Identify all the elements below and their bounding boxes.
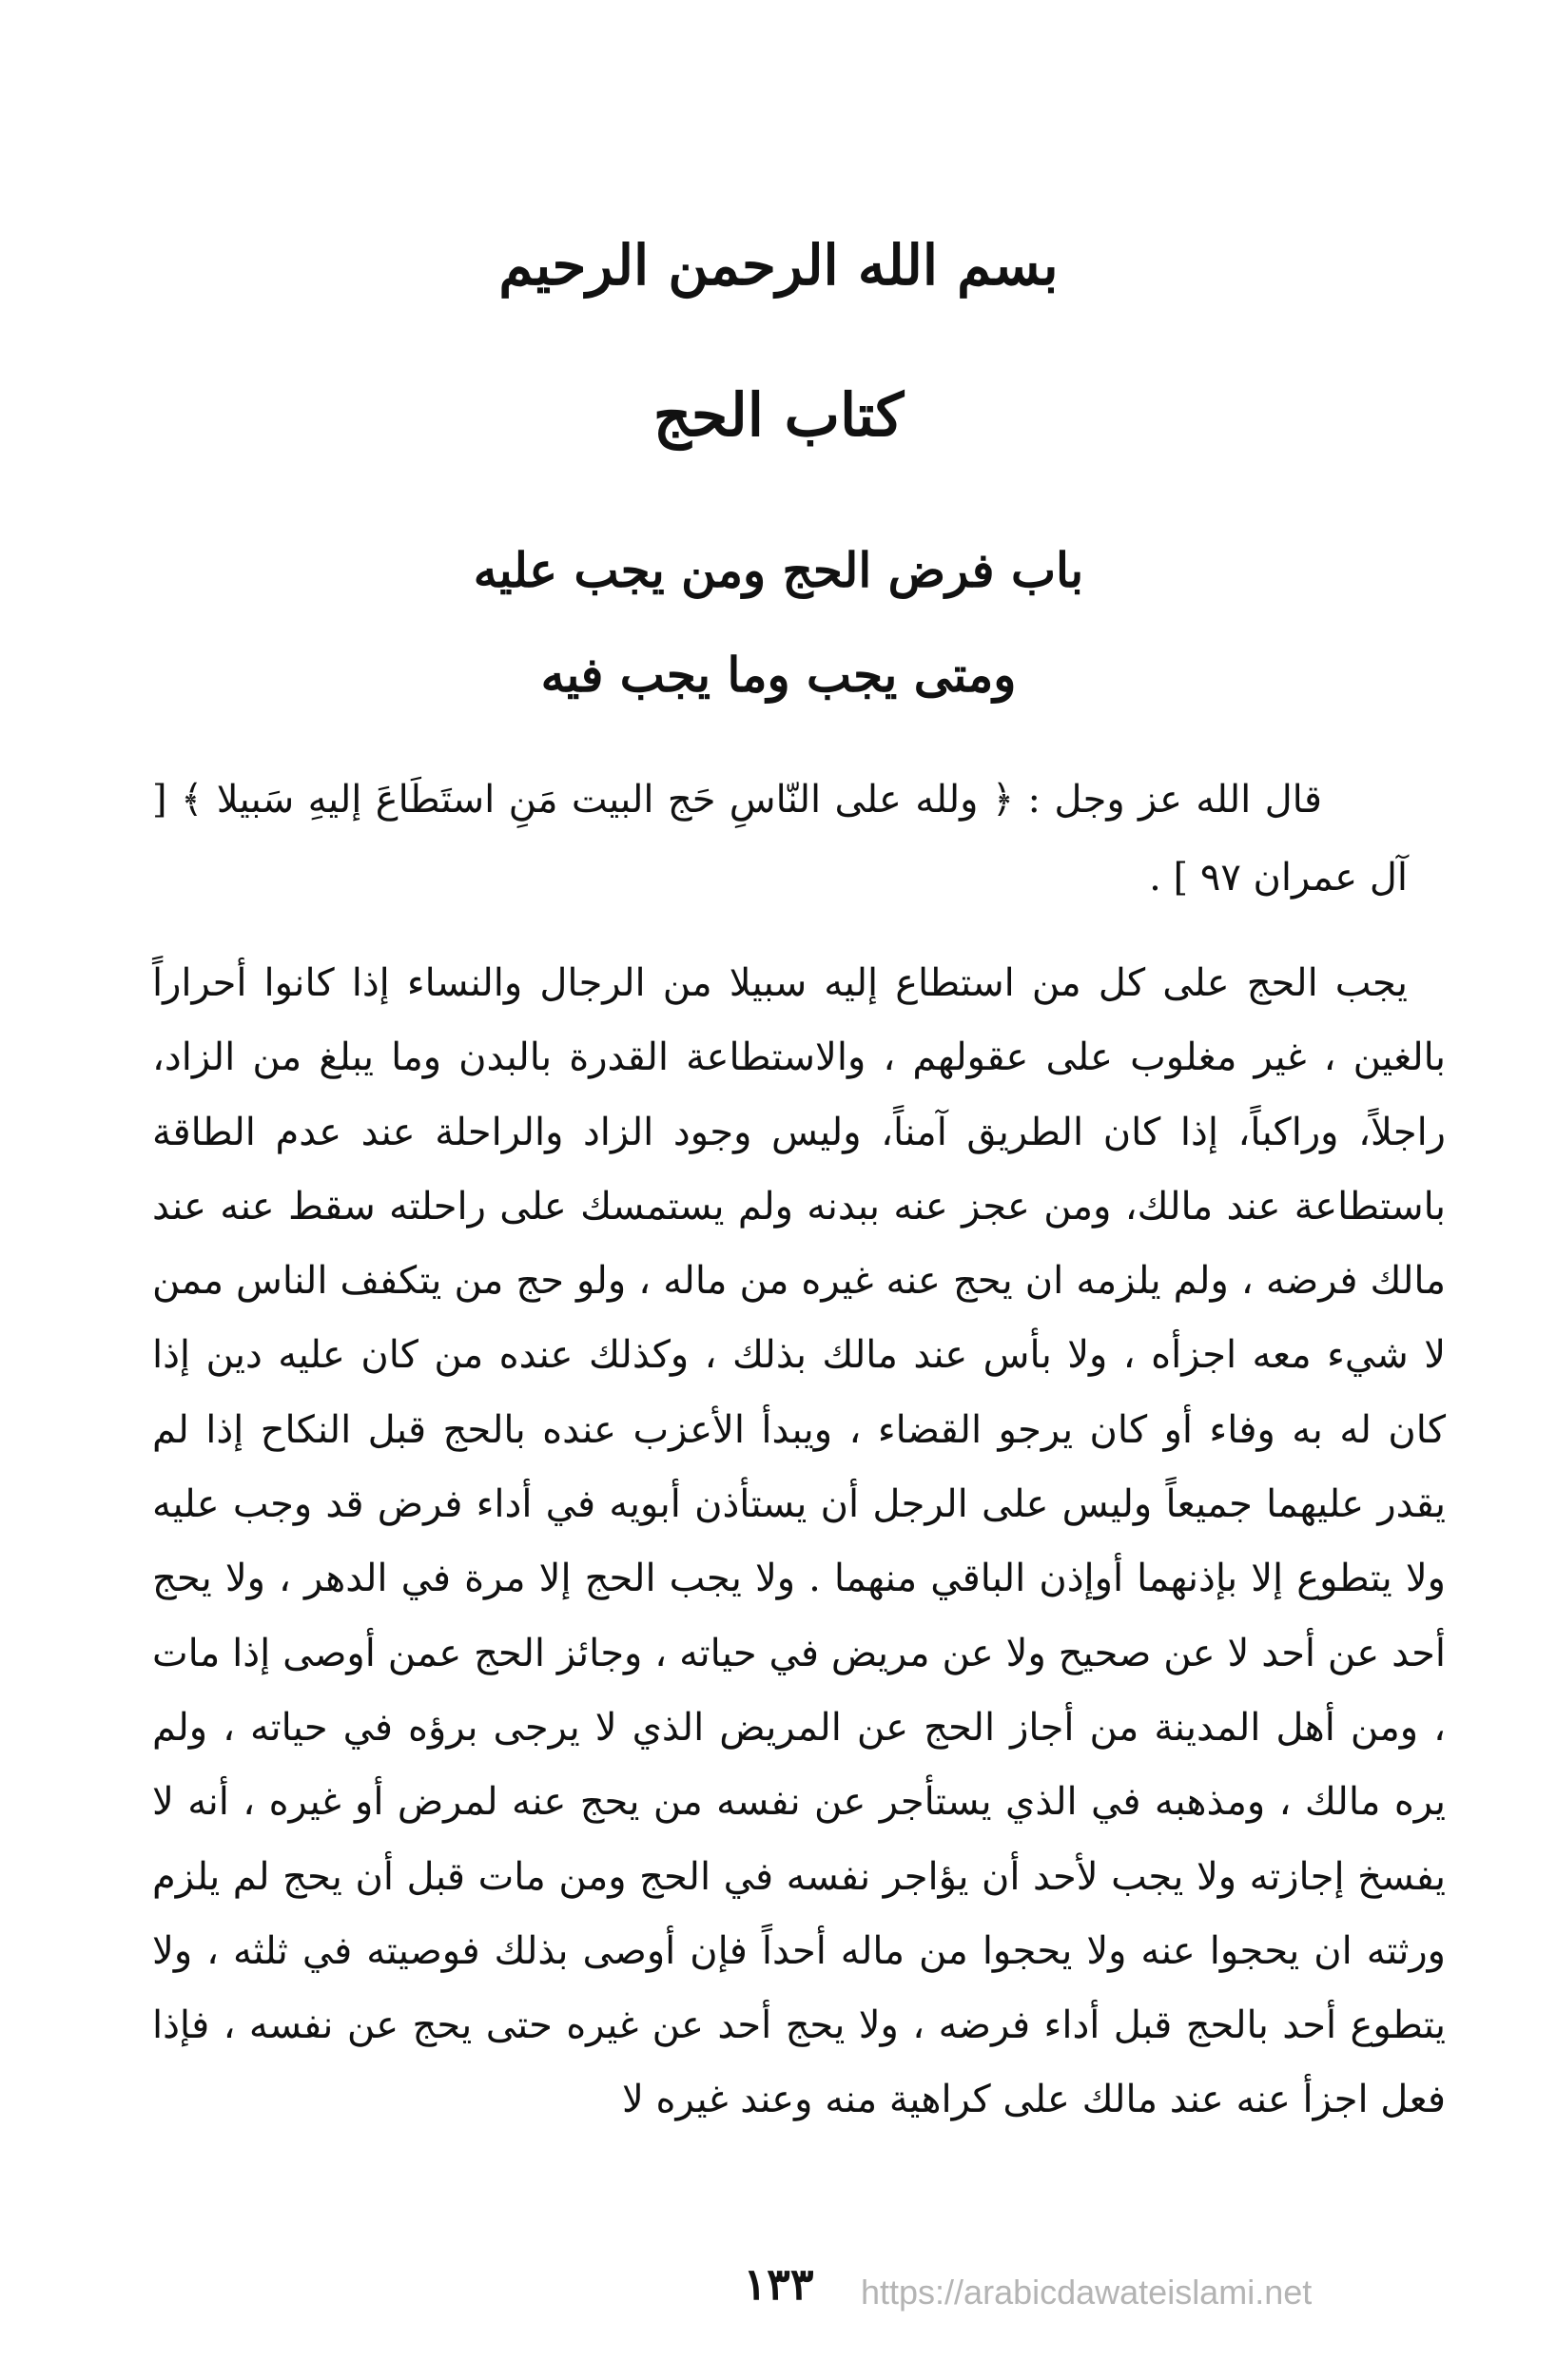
chapter-title-line-2: ومتى يجب وما يجب فيه: [540, 647, 1017, 703]
verse-text: قال الله عز وجل : ﴿ ولله على النّاسِ حَج البيت مَنِ استَطَاعَ إليهِ سَبيلا ﴾ [ آل عمران ٩٧ ] .: [152, 778, 1408, 900]
chapter-title-line-1: باب فرض الحج ومن يجب عليه: [473, 542, 1084, 598]
website-watermark: https://arabicdawateislami.net: [861, 2273, 1313, 2312]
quran-verse-paragraph: [152, 761, 1408, 917]
book-title: كتاب الحج: [652, 380, 905, 450]
body-text: يجب الحج على كل من استطاع إليه سبيلا من الرجال والنساء إذا كانوا أحراراً بالغين ، غير مغلوب على عقولهم ، والاستطاعة القدرة بالبدن وما يبلغ من الزاد، راجلاً، وراكباً، إذا كان الطريق آمناً، وليس وجود الزاد والراحلة عند عدم الطاقة باستطاعة عند مالك، ومن عجز عنه ببدنه ولم يستمسك على راحلته سقط عنه عند مالك فرضه ، ولم يلزمه ان يحج عنه غيره من ماله ، ولو حج من يتكفف الناس ممن لا شيء معه اجزأه ، ولا بأس عند مالك بذلك ، وكذلك عنده من كان عليه دين إذا كان له به وفاء أو كان يرجو القضاء ، ويبدأ الأعزب عنده بالحج قبل النكاح إذا لم يقدر عليهما جميعاً وليس على الرجل أن يستأذن أبويه في أداء فرض قد وجب عليه ولا يتطوع إلا بإذنهما أوإذن الباقي منهما . ولا يجب الحج إلا مرة في الدهر ، ولا يحج أحد عن أحد لا عن صحيح ولا عن مريض في حياته ، وجائز الحج عمن أوصى إذا مات ، ومن أهل المدينة من أجاز الحج عن المريض الذي لا يرجى برؤه في حياته ، ولم يره مالك ، ومذهبه في الذي يستأجر عن نفسه من يحج عنه لمرض أو غيره ، أنه لا يفسخ إجازته ولا يجب لأحد أن يؤاجر نفسه في الحج ومن مات قبل أن يحج لم يلزم ورثته ان يحجوا عنه ولا يحجوا من ماله أحداً فإن أوصى بذلك فوصيته في ثلثه ، ولا يتطوع أحد بالحج قبل أداء فرضه ، ولا يحج أحد عن غيره حتى يحج عن نفسه ، فإذا فعل اجزأ عنه عند مالك على كراهية منه وعند غيره لا: [152, 961, 1447, 2122]
body-paragraph: [152, 946, 1446, 2138]
basmala-heading: بسم الله الرحمن الرحيم: [498, 233, 1059, 298]
page-number: ١٣٣: [743, 2258, 814, 2310]
